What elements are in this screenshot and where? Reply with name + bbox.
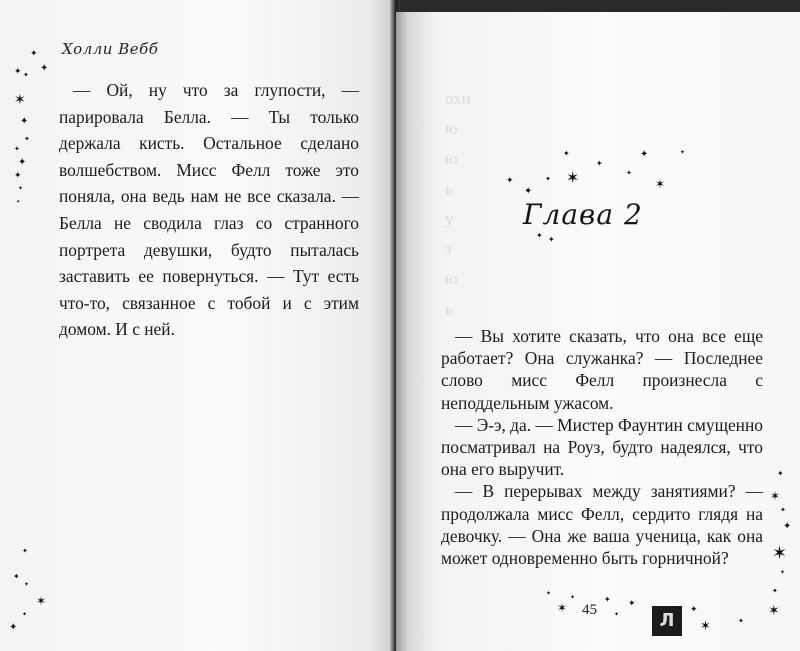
star-icon: ✦ <box>780 569 786 576</box>
star-icon: ✦ <box>628 599 636 609</box>
star-icon: ✦ <box>9 622 18 633</box>
star-icon: ✦ <box>20 116 29 127</box>
star-icon: ✦ <box>16 199 21 205</box>
star-icon: ✦ <box>545 175 551 183</box>
star-icon: ✦ <box>604 595 611 604</box>
star-icon: ✦ <box>614 611 620 618</box>
star-icon: ✦ <box>783 521 792 532</box>
star-icon: ✦ <box>738 617 744 625</box>
star-icon: ✦ <box>24 135 30 143</box>
publisher-logo: Л <box>652 606 682 636</box>
star-icon: ✦ <box>690 605 698 615</box>
star-icon: ✶ <box>770 489 781 503</box>
star-icon: ✦ <box>780 506 786 514</box>
paragraph: — Ой, ну что за глупости, — парировала Белла. — Ты только держала кисть. Остальное сделано волшебством. Мисс Фелл тоже это поняла, она ведь нам не все сказала. — Белла не сводила глаз со странного портрета девушки, будто пыталась заставить ее повернуться. — Тут есть что-то, связанное с тобой и с этим домом. И с ней. <box>59 80 359 340</box>
star-icon: ✦ <box>536 231 543 240</box>
star-icon: ✶ <box>36 594 47 608</box>
star-icon: ✦ <box>596 159 603 168</box>
chapter-title: Глава 2 <box>523 198 643 231</box>
star-icon: ✦ <box>546 590 552 597</box>
star-icon: ✦ <box>563 149 570 158</box>
star-icon: ✶ <box>768 603 780 619</box>
running-head: Холли Вебб <box>62 40 159 58</box>
star-icon: ✦ <box>548 235 555 244</box>
star-icon: ✦ <box>18 185 24 192</box>
star-icon: ✶ <box>772 543 788 564</box>
star-icon: ✦ <box>506 176 514 186</box>
right-body-text <box>441 325 763 569</box>
star-icon: ✦ <box>40 63 49 74</box>
star-icon: ✦ <box>22 547 28 555</box>
star-icon: ✶ <box>557 601 568 615</box>
star-icon: ✦ <box>14 67 22 77</box>
star-icon: ✦ <box>22 611 28 618</box>
star-icon: ✶ <box>14 92 26 108</box>
paragraph: — Вы хотите сказать, что она все еще работает? Она служанка? — Последнее слово мисс Фелл произнесла с неподдельным ужасом. <box>441 326 763 413</box>
star-icon: ✦ <box>772 587 778 595</box>
bleed-through-text: охи ю ю ь у з ю ь <box>445 89 471 318</box>
left-page <box>0 0 392 651</box>
page-number: 45 <box>582 602 597 618</box>
star-icon: ✶ <box>700 619 711 634</box>
star-icon: ✶ <box>566 168 580 187</box>
star-icon: ✦ <box>30 49 38 59</box>
star-icon: ✦ <box>680 149 686 156</box>
paragraph: — В перерывах между занятиями? — продолжала мисс Фелл, сердито глядя на девочку. — Она же ваша ученица, как она может одновременно быть горничной? <box>441 481 763 569</box>
star-icon: ✦ <box>777 469 784 478</box>
star-icon: ✦ <box>626 169 632 177</box>
star-icon: ✶ <box>655 177 666 191</box>
left-body-text <box>59 77 359 343</box>
star-icon: ✦ <box>14 145 20 153</box>
paragraph: — Э-э, да. — Мистер Фаунтин смущенно посматривал на Роуз, будто надеялся, что она его выручит. <box>441 414 763 480</box>
star-icon: ✦ <box>13 572 20 581</box>
star-icon: ✦ <box>24 581 30 588</box>
star-icon: ✦ <box>640 149 649 160</box>
star-icon: ✦ <box>23 71 29 79</box>
star-icon: ✦ <box>14 171 22 181</box>
star-icon: ✦ <box>570 594 576 601</box>
star-icon: ✦ <box>524 186 533 197</box>
star-icon: ✦ <box>18 157 27 168</box>
